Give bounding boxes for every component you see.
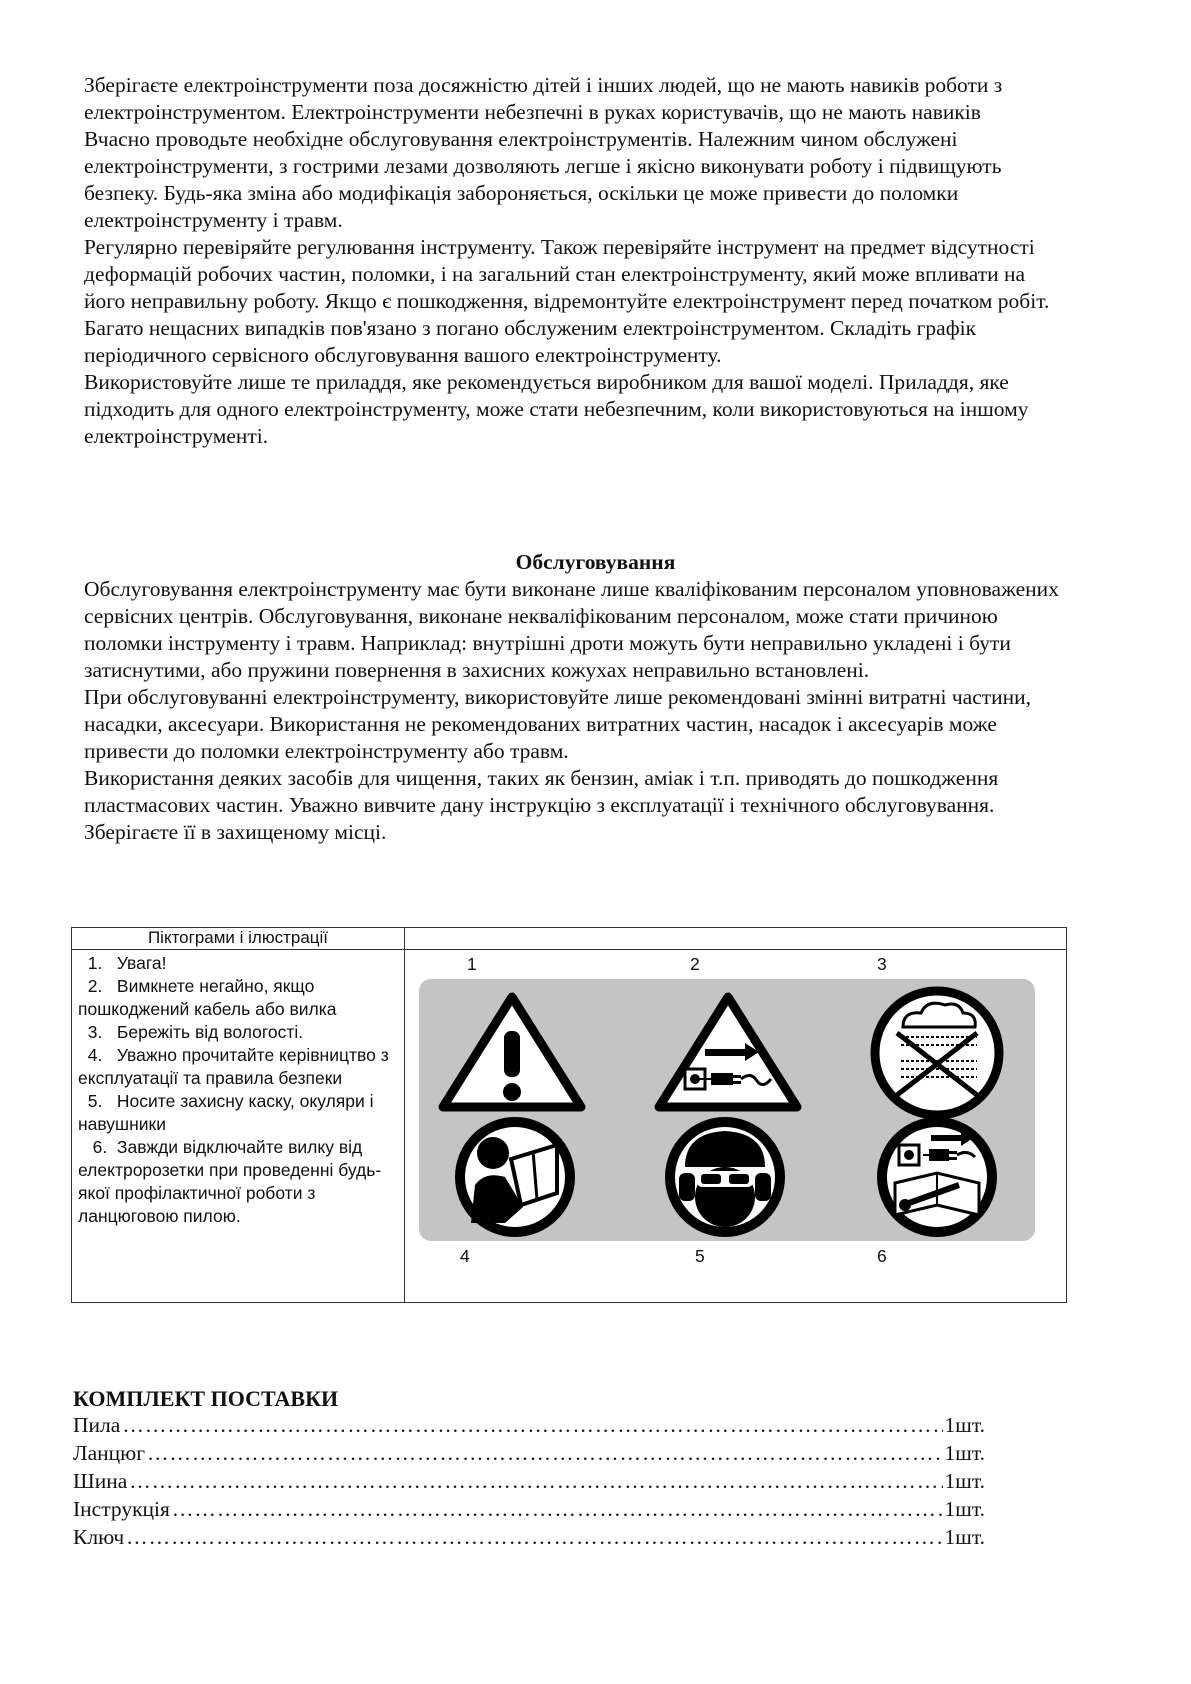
section-title: Обслуговування [515,550,676,574]
unplug-before-maintenance-icon [867,1111,1007,1241]
no-moisture-icon [867,985,1007,1121]
kit-item-qty: 1шт. [944,1441,985,1465]
legend-item: 5. Носите захисну каску, окуляри і навушники [78,1091,379,1134]
pictogram-number: 5 [695,1246,705,1266]
dot-leader [172,1497,943,1522]
legend-item: 2. Вимкнете негайно, якщо пошкоджений кабель або вилка [78,976,337,1019]
kit-item-qty: 1шт. [944,1413,985,1437]
safety-text-block [84,72,1064,450]
kit-title: КОМПЛЕКТ ПОСТАВКИ [73,1386,339,1411]
paragraph: При обслуговуванні електроінструменту, використовуйте лише рекомендовані змінні витратні частини, насадки, аксесуари. Використання не рекомендованих витратних частин, насадок і аксесуарів може привести до поломки електроінструменту або травм. [84,685,1032,763]
unplug-damaged-cable-icon [653,991,803,1113]
pictogram-table-header-empty [405,928,1067,950]
dot-leader [126,1525,942,1550]
pictogram-number: 1 [467,954,477,974]
paragraph: Зберігаєте електроінструменти поза досяжністю дітей і інших людей, що не мають навиків роботи з електроінструментом. Електроінструменти небезпечні в руках користувачів, що не мають навиків [84,73,1003,124]
kit-item-qty: 1шт. [944,1469,985,1493]
service-text-block [84,576,1064,846]
legend-item: 6. Завжди відключайте вилку від електророзетки при проведенні будь-якої профілактичної роботи з ланцюговою пилою. [78,1137,382,1226]
read-manual-icon [445,1111,585,1241]
kit-item-name: Пила [73,1413,121,1437]
kit-item [73,1469,985,1497]
pictogram-table [71,927,1067,1303]
pictogram-figure [405,950,1065,1302]
legend-item: 1. Увага! [78,953,167,973]
kit-item-qty: 1шт. [944,1525,985,1549]
kit-item-name: Інструкція [73,1497,170,1521]
pictogram-table-header: Піктограми і ілюстрації [72,928,405,950]
kit-item-qty: 1шт. [944,1497,985,1521]
dot-leader [147,1441,943,1466]
kit-item-name: Ланцюг [73,1441,146,1465]
paragraph: Регулярно перевіряйте регулювання інструменту. Також перевіряйте інструмент на предмет відсутності деформацій робочих частин, поломки, і на загальний стан електроінструменту, який може впливати на його неправильну роботу. Якщо є пошкодження, відремонтуйте електроінструмент перед початком робіт. Багато нещасних випадків пов'язано з погано обслуженим електроінструментом. Складіть графік періодичного сервісного обслуговування вашого електроінструменту. [84,235,1050,367]
kit-item [73,1413,985,1441]
dot-leader [122,1413,942,1438]
kit-item [73,1441,985,1469]
paragraph: Використання деяких засобів для чищення, таких як бензин, аміак і т.п. приводять до пошкодження пластмасових частин. Уважно вивчите дану інструкцію з експлуатації і технічного обслуговування. Зберігаєте її в захищеному місці. [84,766,999,844]
kit-item-name: Ключ [73,1525,125,1549]
pictogram-number: 4 [460,1246,470,1266]
paragraph: Вчасно проводьте необхідне обслуговування електроінструментів. Належним чином обслужені електроінструменти, з гострими лезами дозволяють легше і якісно виконувати роботу і підвищують безпеку. Будь-яка зміна або модифікація забороняється, оскільки це може привести до поломки електроінструменту і травм. [84,127,1002,232]
wear-protection-icon [655,1111,795,1241]
kit-item [73,1525,985,1553]
warning-icon [437,991,587,1113]
paragraph: Обслуговування електроінструменту має бути виконане лише кваліфікованим персоналом уповноважених сервісних центрів. Обслуговування, виконане некваліфікованим персоналом, може стати причиною поломки інструменту і травм. Наприклад: внутрішні дроти можуть бути неправильно укладені і бути затиснутими, або пружини повернення в захисних кожухах неправильно встановлені. [84,577,1059,682]
kit-item [73,1497,985,1525]
dot-leader [129,1469,942,1494]
legend-item: 4. Уважно прочитайте керівництво з експлуатації та правила безпеки [78,1045,394,1088]
pictogram-number: 3 [877,954,887,974]
legend-item: 3. Бережіть від вологості. [78,1022,304,1042]
kit-item-name: Шина [73,1469,128,1493]
paragraph: Використовуйте лише те приладдя, яке рекомендується виробником для вашої моделі. Приладдя, яке підходить для одного електроінструменту, може стати небезпечним, коли використовуються на іншому електроінструменті. [84,370,1029,448]
pictogram-legend-cell [72,950,405,1303]
pictogram-figure-cell [405,950,1067,1303]
pictogram-panel [419,979,1035,1241]
pictogram-number: 2 [690,954,700,974]
pictogram-number: 6 [877,1246,887,1266]
